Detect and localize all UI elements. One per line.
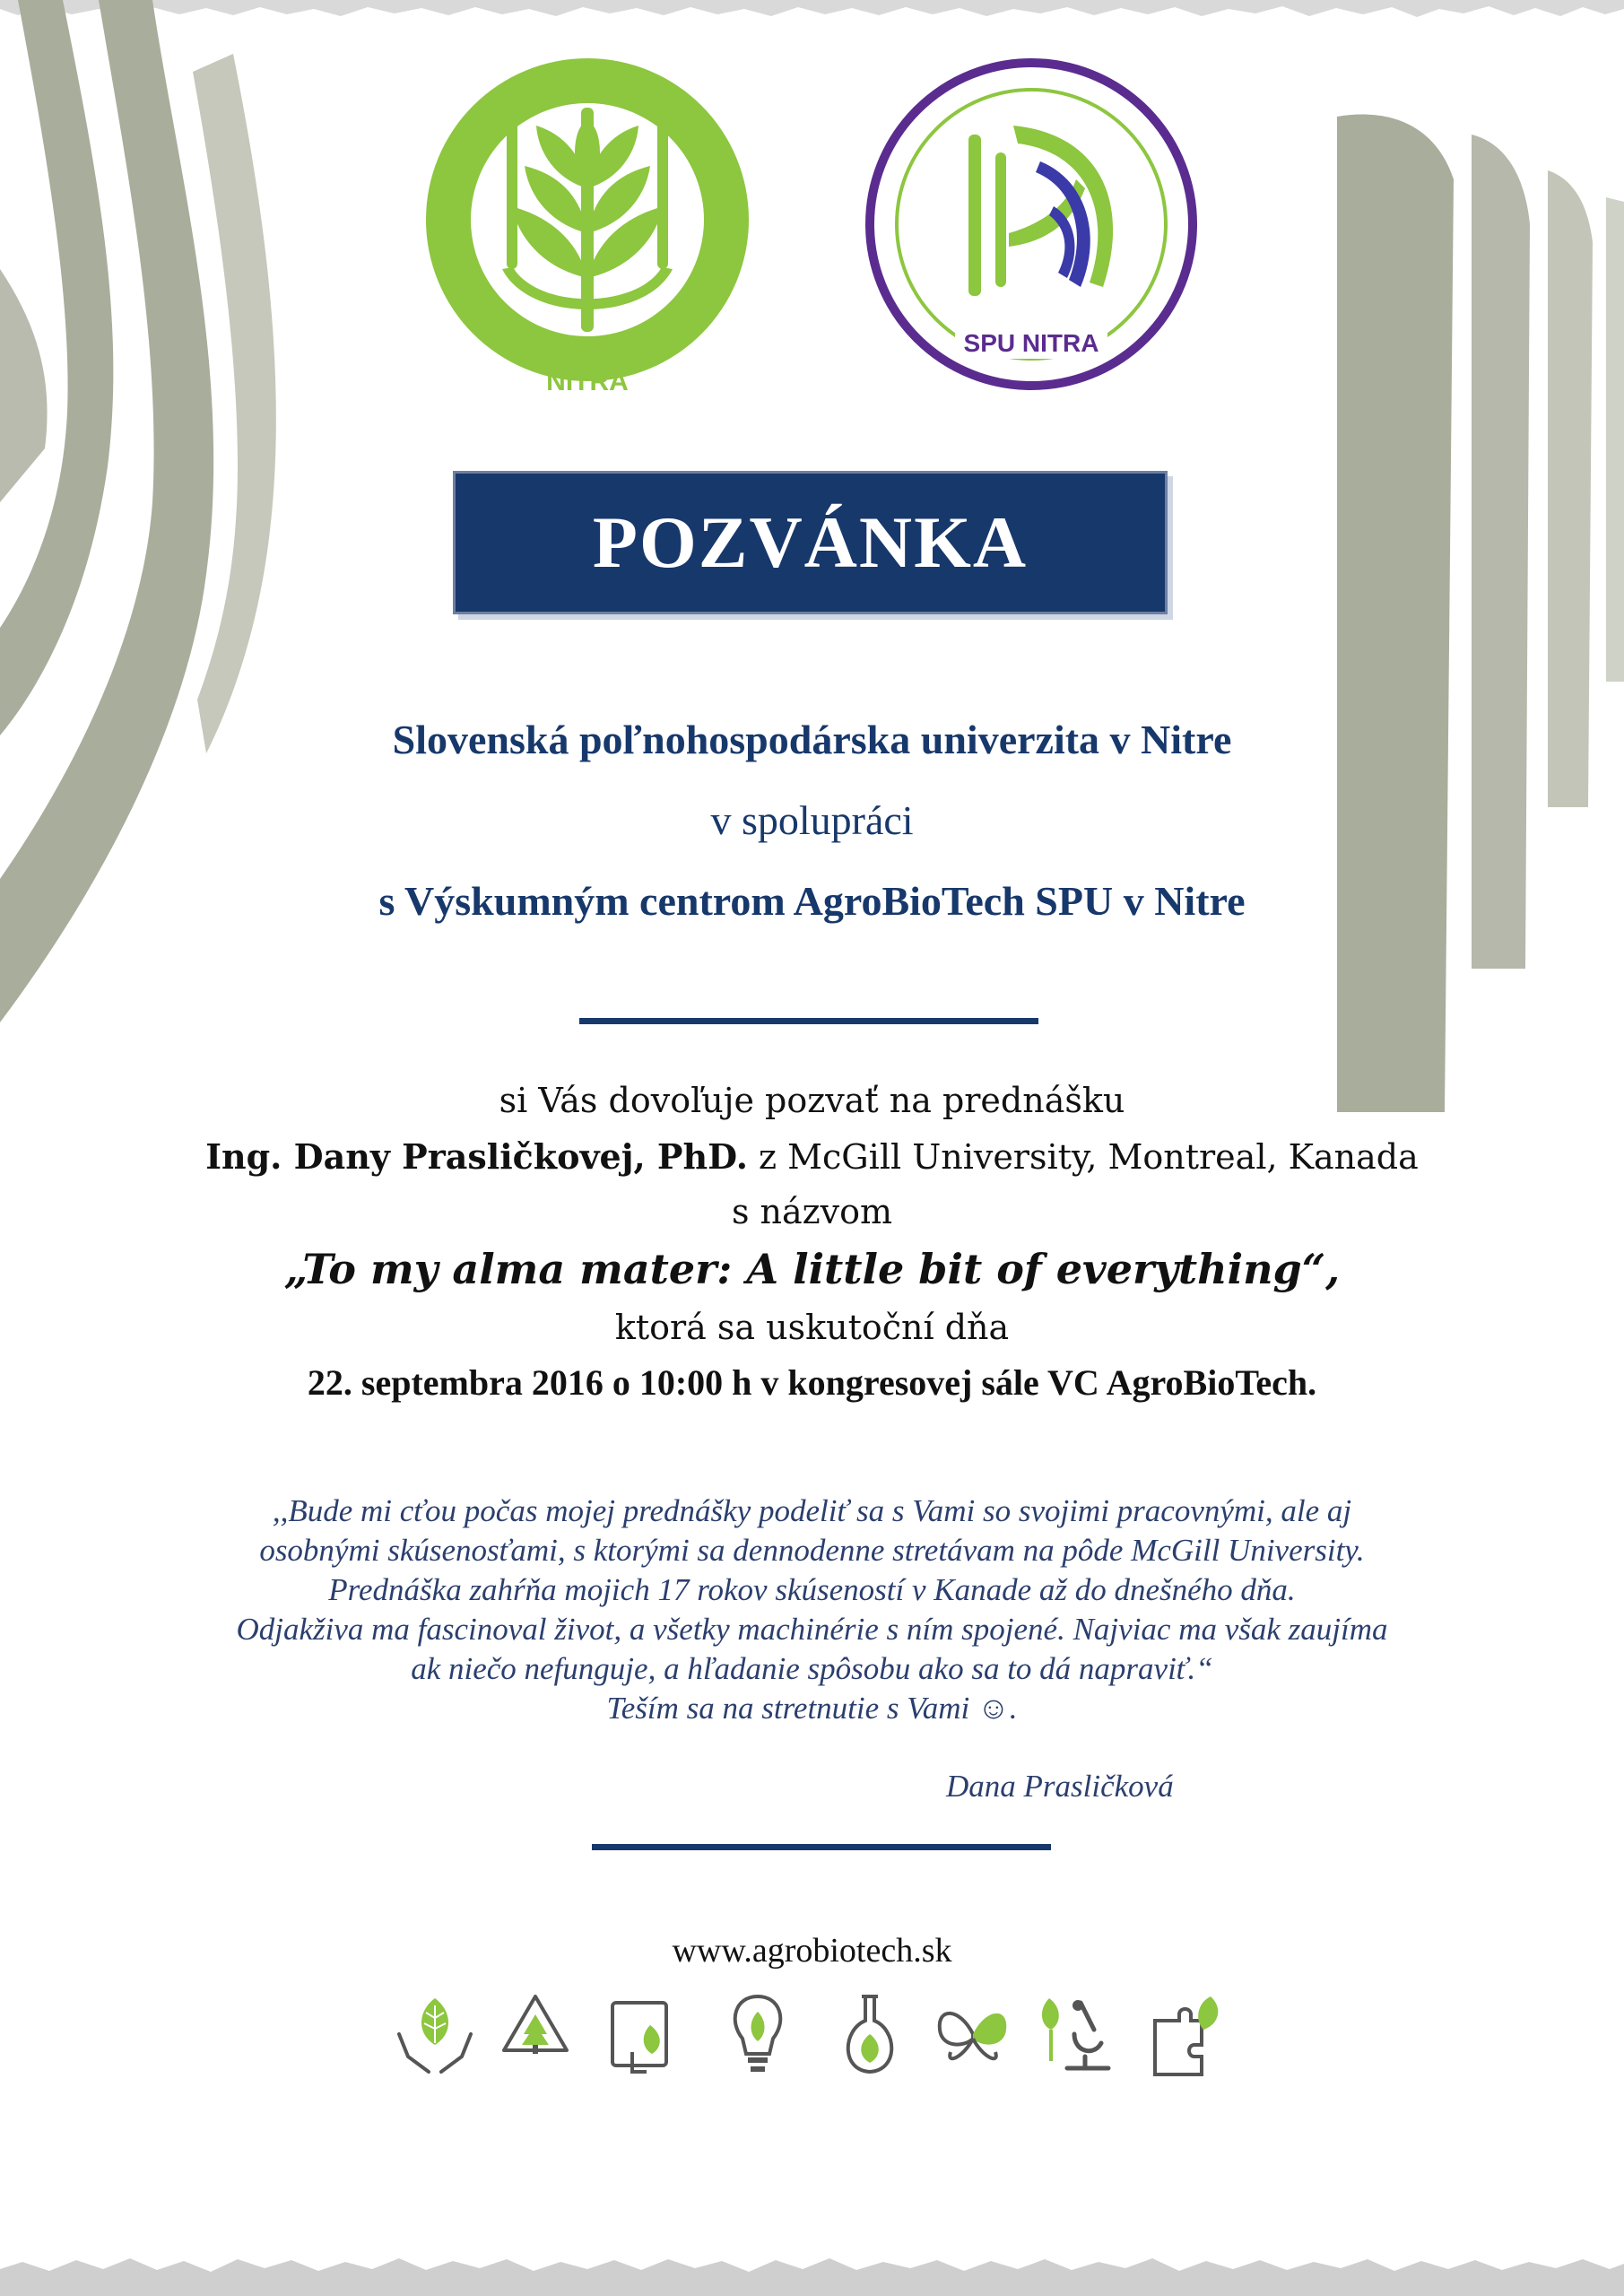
organizer-line-3: s Výskumným centrom AgroBioTech SPU v Nitre	[378, 878, 1246, 924]
quote-line: osobnými skúsenosťami, s ktorými sa dennodenne stretávam na pôde McGill University.	[259, 1533, 1365, 1568]
title-banner	[453, 471, 1168, 614]
divider-top	[579, 1018, 1038, 1024]
website-url: www.agrobiotech.sk	[672, 1932, 952, 1970]
divider-bottom	[592, 1844, 1051, 1850]
invitation-line-1: si Vás dovoľuje pozvať na prednášku	[499, 1081, 1125, 1120]
speaker-line	[0, 1136, 1624, 1177]
microscope-plant-icon	[1031, 1989, 1112, 2083]
vc-agrobiotech-logo	[861, 54, 1202, 395]
vc-logo-text-bottom: SPU NITRA	[963, 329, 1099, 357]
spu-logo-text-bottom: NITRA	[546, 367, 629, 395]
torn-edge-bottom	[0, 2242, 1624, 2296]
puzzle-leaf-icon	[1148, 1989, 1229, 2083]
held-line: ktorá sa uskutoční dňa	[614, 1308, 1010, 1347]
hands-leaf-icon	[395, 1989, 475, 2083]
decor-wheat-stripes-right	[1337, 0, 1624, 1130]
recycle-tree-icon	[495, 1989, 576, 2083]
quote-line: Prednáška zahŕňa mojich 17 rokov skúseností v Kanade až do dnešného dňa.	[328, 1572, 1296, 1607]
tablet-leaf-icon	[605, 1989, 686, 2083]
page-title: POZVÁNKA	[592, 501, 1029, 583]
flask-leaf-icon	[829, 1989, 910, 2083]
speaker-name: Ing. Dany Prasličkovej, PhD.	[205, 1136, 748, 1177]
organizer-line-1: Slovenská poľnohospodárska univerzita v Nitre	[392, 717, 1232, 762]
quote-line: Teším sa na stretnutie s Vami ☺.	[606, 1691, 1018, 1726]
named-line: s názvom	[731, 1192, 893, 1231]
quote-signature: Dana Prasličková	[946, 1769, 1174, 1804]
speaker-affiliation: z McGill University, Montreal, Kanada	[747, 1137, 1419, 1177]
lecture-title: „To my alma mater: A little bit of everything“,	[283, 1245, 1341, 1293]
event-date: 22. septembra 2016 o 10:00 h v kongresovej sále VC AgroBioTech.	[307, 1362, 1317, 1403]
organizer-line-2: v spolupráci	[710, 797, 914, 843]
butterfly-leaf-icon	[933, 1989, 1013, 2083]
quote-line: Odjakživa ma fascinoval život, a všetky machinérie s ním spojené. Najviac ma však zaujíma	[236, 1612, 1388, 1647]
lightbulb-leaf-icon	[717, 1989, 798, 2083]
spu-logo	[421, 54, 753, 395]
quote-line: ak niečo nefunguje, a hľadanie spôsobu ako sa to dá napraviť.“	[411, 1651, 1213, 1686]
quote-line: ,,Bude mi cťou počas mojej prednášky podeliť sa s Vami so svojimi pracovnými, ale aj	[272, 1493, 1352, 1528]
